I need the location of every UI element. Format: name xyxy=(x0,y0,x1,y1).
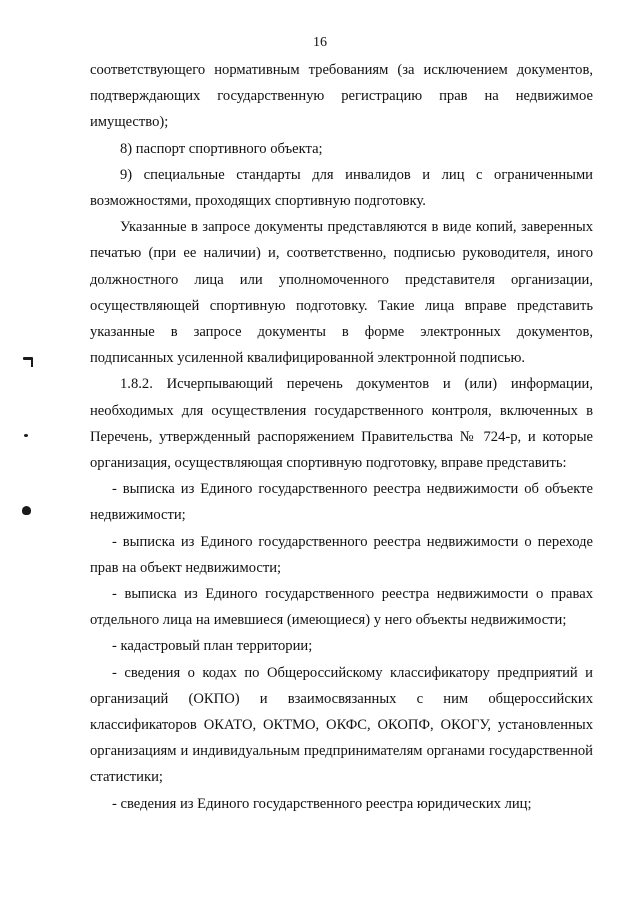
punch-hole-mark xyxy=(22,506,31,515)
bullet-item: - выписка из Единого государственного реестра недвижимости о переходе прав на объект недвижимости; xyxy=(90,533,593,576)
bullet-item: - сведения из Единого государственного реестра юридических лиц; xyxy=(112,795,532,812)
paragraph-documents-copies: Указанные в запросе документы представляются в виде копий, заверенных печатью (при ее наличии) и, соответственно, подписью руководителя, иного должностного лица или уполномоченного представителя организации, осуществляющей спортивную подготовку. Такие лица вправе представить указанные в запросе документы в форме электронных документов, подписанных усиленной квалифицированной электронной подписью. xyxy=(90,219,593,367)
document-body xyxy=(90,57,593,817)
scan-artifact-dot xyxy=(24,434,28,437)
paragraph-section-1-8-2: 1.8.2. Исчерпывающий перечень документов и (или) информации, необходимых для осуществления государственного контроля, включенных в Перечень, утвержденный распоряжением Правительства № 724-р, и которые организация, осуществляющая спортивную подготовку, вправе представить: xyxy=(90,376,593,472)
bullet-item: - выписка из Единого государственного реестра недвижимости о правах отдельного лица на имевшиеся (имеющиеся) у него объекты недвижимости; xyxy=(90,586,593,629)
page-number: 16 xyxy=(313,35,327,50)
bullet-item: - сведения о кодах по Общероссийскому классификатору предприятий и организаций (ОКПО) и взаимосвязанных с ним общероссийских классификаторов ОКАТО, ОКТМО, ОКФС, ОКОПФ, ОКОГУ, установленных организациям и индивидуальным предпринимателям органами государственной статистики; xyxy=(90,664,593,786)
list-item-9: 9) специальные стандарты для инвалидов и лиц с ограниченными возможностями, проходящих спортивную подготовку. xyxy=(90,166,593,210)
bullet-item: - кадастровый план территории; xyxy=(112,638,313,655)
list-item-8: 8) паспорт спортивного объекта; xyxy=(120,140,323,157)
bullet-item: - выписка из Единого государственного реестра недвижимости об объекте недвижимости; xyxy=(90,481,593,524)
paragraph-continuation: соответствующего нормативным требованиям (за исключением документов, подтверждающих государственную регистрацию прав на недвижимое имущество); xyxy=(90,62,593,131)
scan-artifact-mark xyxy=(31,358,33,367)
